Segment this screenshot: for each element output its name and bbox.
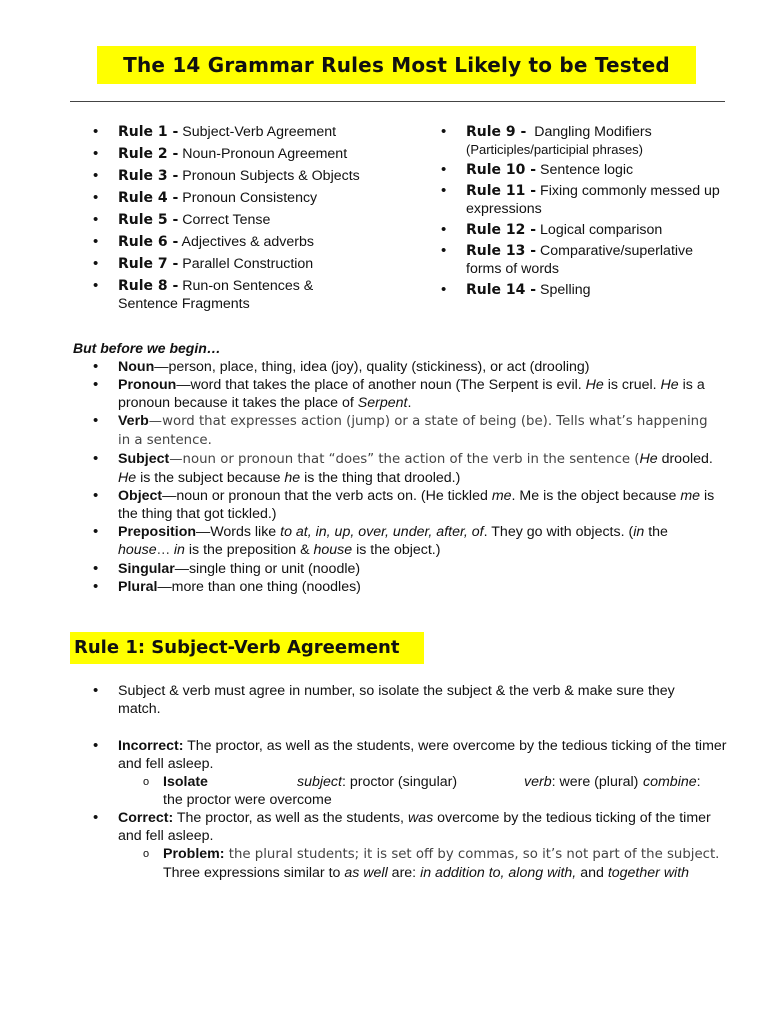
problem-label: Problem: (163, 846, 225, 862)
rule-key: Rule 9 - (466, 124, 527, 140)
example-word: me (491, 488, 512, 504)
rule1-incorrect-block (93, 737, 733, 882)
rule-name: Pronoun Consistency (182, 190, 318, 206)
list-item (93, 145, 393, 163)
definition-singular (93, 560, 733, 578)
definition-text: is the thing that got tickled.) (118, 488, 715, 522)
similar-text: and (576, 865, 608, 881)
example-expressions: together with (607, 865, 690, 881)
definition-plural (93, 578, 733, 596)
list-item (93, 737, 728, 773)
rule-name: Pronoun Subjects & Objects (182, 168, 360, 184)
isolate-item (93, 773, 733, 809)
list-item (93, 809, 728, 845)
combined-phrase: the proctor were overcome (163, 792, 332, 808)
definition-text: —person, place, thing, idea (joy), quality (stickiness), or act (drooling) (154, 359, 590, 375)
term: Plural (118, 579, 158, 595)
similar-text: are: (387, 865, 421, 881)
definition-verb (93, 412, 718, 450)
rule-name: Spelling (540, 282, 591, 298)
definition-text: —noun or pronoun that the verb acts on. (He tickled (162, 488, 492, 504)
rule-key: Rule 3 - (118, 168, 179, 184)
rule-name: Correct Tense (182, 212, 271, 228)
incorrect-text: The proctor, as well as the students, were overcome by the tedious ticking of the timer and fell asleep. (118, 738, 727, 772)
similar-phrase: as well (344, 865, 388, 881)
example-word: to at, in, up, over, under, after, of (280, 524, 484, 540)
definition-text: —word that takes the place of another noun (The Serpent is evil. (176, 377, 586, 393)
subject-label: subject (297, 774, 342, 790)
definition-text: —noun or pronoun that “does” the action of the verb in the sentence ( (169, 452, 640, 467)
definition-preposition (93, 523, 718, 560)
list-item (93, 255, 393, 273)
title-divider (70, 101, 725, 102)
rule-key: Rule 5 - (118, 212, 179, 228)
definition-text: is the subject because (136, 470, 285, 486)
example-word: in (173, 542, 185, 558)
problem-item (93, 845, 733, 882)
problem-text: the plural students; it is set off by commas, so it’s not part of the subject. (224, 847, 720, 862)
definition-text: is the preposition & (184, 542, 314, 558)
incorrect-label: Incorrect: (118, 738, 184, 754)
definitions-list (93, 358, 733, 596)
combine-text: : (696, 774, 701, 790)
definition-text: —more than one thing (noodles) (157, 579, 361, 595)
rule-name: Fixing commonly messed up expressions (466, 183, 720, 217)
term: Singular (118, 561, 175, 577)
rule-key: Rule 14 - (466, 282, 537, 298)
definition-text: … (156, 543, 170, 558)
verb-text: : were (plural) (551, 774, 639, 790)
term: Object (118, 488, 163, 504)
list-item (93, 189, 393, 207)
example-word: He (118, 470, 137, 486)
list-item (441, 123, 731, 158)
term: Preposition (118, 524, 197, 540)
before-heading: But before we begin… (73, 340, 221, 356)
term: Subject (118, 451, 170, 467)
list-item (441, 161, 731, 179)
rules-list-right (441, 123, 731, 302)
example-word: me (680, 488, 701, 504)
example-word: he (284, 470, 301, 486)
example-word: in (633, 524, 645, 540)
definition-text: is a pronoun because it takes the place of (118, 377, 705, 411)
definition-text: drooled. (657, 451, 713, 467)
example-word: He (585, 377, 604, 393)
rule-key: Rule 7 - (118, 256, 179, 272)
rule-key: Rule 2 - (118, 146, 179, 162)
definition-text: is the thing that drooled.) (300, 470, 461, 486)
rule-name: Comparative/superlative forms of words (466, 243, 694, 277)
definition-text: is the object.) (352, 542, 441, 558)
example-expressions: in addition to, along with, (420, 865, 577, 881)
isolate-label: Isolate (163, 774, 208, 790)
example-word: Serpent (357, 395, 408, 411)
rule1-heading: Rule 1: Subject-Verb Agreement (70, 632, 424, 664)
rule-key: Rule 6 - (118, 234, 179, 250)
rule-name: Adjectives & adverbs (181, 234, 314, 250)
list-item (441, 242, 731, 278)
list-item (93, 167, 393, 185)
correct-text: overcome by the tedious ticking of the timer and fell asleep. (118, 810, 711, 844)
rule-name: Sentence logic (540, 162, 634, 178)
example-word: He (660, 377, 679, 393)
correct-text: The proctor, as well as the students, (173, 810, 408, 826)
definition-subject (93, 450, 718, 487)
list-item (93, 233, 393, 251)
list-item (441, 182, 726, 218)
similar-text: Three expressions similar to (163, 865, 345, 881)
definition-text: is cruel. (603, 377, 661, 393)
rule-key: Rule 4 - (118, 190, 179, 206)
rule1-intro (93, 682, 733, 718)
rule-key: Rule 8 - (118, 278, 179, 294)
list-item (441, 281, 731, 299)
definition-text: . Me is the object because (511, 488, 681, 504)
rule-key: Rule 13 - (466, 243, 537, 259)
definition-noun (93, 358, 733, 376)
list-item (93, 123, 393, 141)
list-item (93, 211, 393, 229)
definition-text: —word that expresses action (jump) or a state of being (be). Tells what’s happening in a sentence. (118, 414, 708, 448)
page-title: The 14 Grammar Rules Most Likely to be Tested (97, 46, 696, 84)
term: Verb (118, 413, 149, 429)
combine-label: combine (643, 774, 697, 790)
example-word: house (313, 542, 353, 558)
rule-key: Rule 10 - (466, 162, 537, 178)
rule-name: Parallel Construction (182, 256, 314, 272)
correct-verb: was (407, 810, 434, 826)
subject-text: : proctor (singular) (341, 774, 458, 790)
term: Pronoun (118, 377, 177, 393)
definition-text: —Words like (196, 524, 281, 540)
example-word: He (639, 451, 658, 467)
term: Noun (118, 359, 155, 375)
definition-text: . (407, 395, 412, 411)
rules-list-left (93, 123, 393, 317)
list-item (441, 221, 731, 239)
definition-text: the (644, 524, 668, 540)
correct-label: Correct: (118, 810, 174, 826)
rule-key: Rule 11 - (466, 183, 537, 199)
rule-subtitle: (Participles/participial phrases) (466, 142, 644, 157)
example-word: house (118, 542, 157, 558)
rule-key: Rule 12 - (466, 222, 537, 238)
rule-key: Rule 1 - (118, 124, 179, 140)
list-item (93, 277, 353, 313)
rule-name: Logical comparison (540, 222, 663, 238)
verb-label: verb (524, 774, 552, 790)
rule-name: Noun-Pronoun Agreement (182, 146, 348, 162)
list-item: • Subject & verb must agree in number, so isolate the subject & the verb & make sure they match. (93, 682, 718, 718)
rule-name: Dangling Modifiers (534, 124, 652, 140)
rule-name: Run-on Sentences & Sentence Fragments (118, 278, 314, 312)
definition-text: . They go with objects. ( (483, 524, 634, 540)
definition-pronoun (93, 376, 718, 412)
definition-object (93, 487, 718, 523)
rule-name: Subject-Verb Agreement (182, 124, 337, 140)
definition-text: —single thing or unit (noodle) (174, 561, 361, 577)
